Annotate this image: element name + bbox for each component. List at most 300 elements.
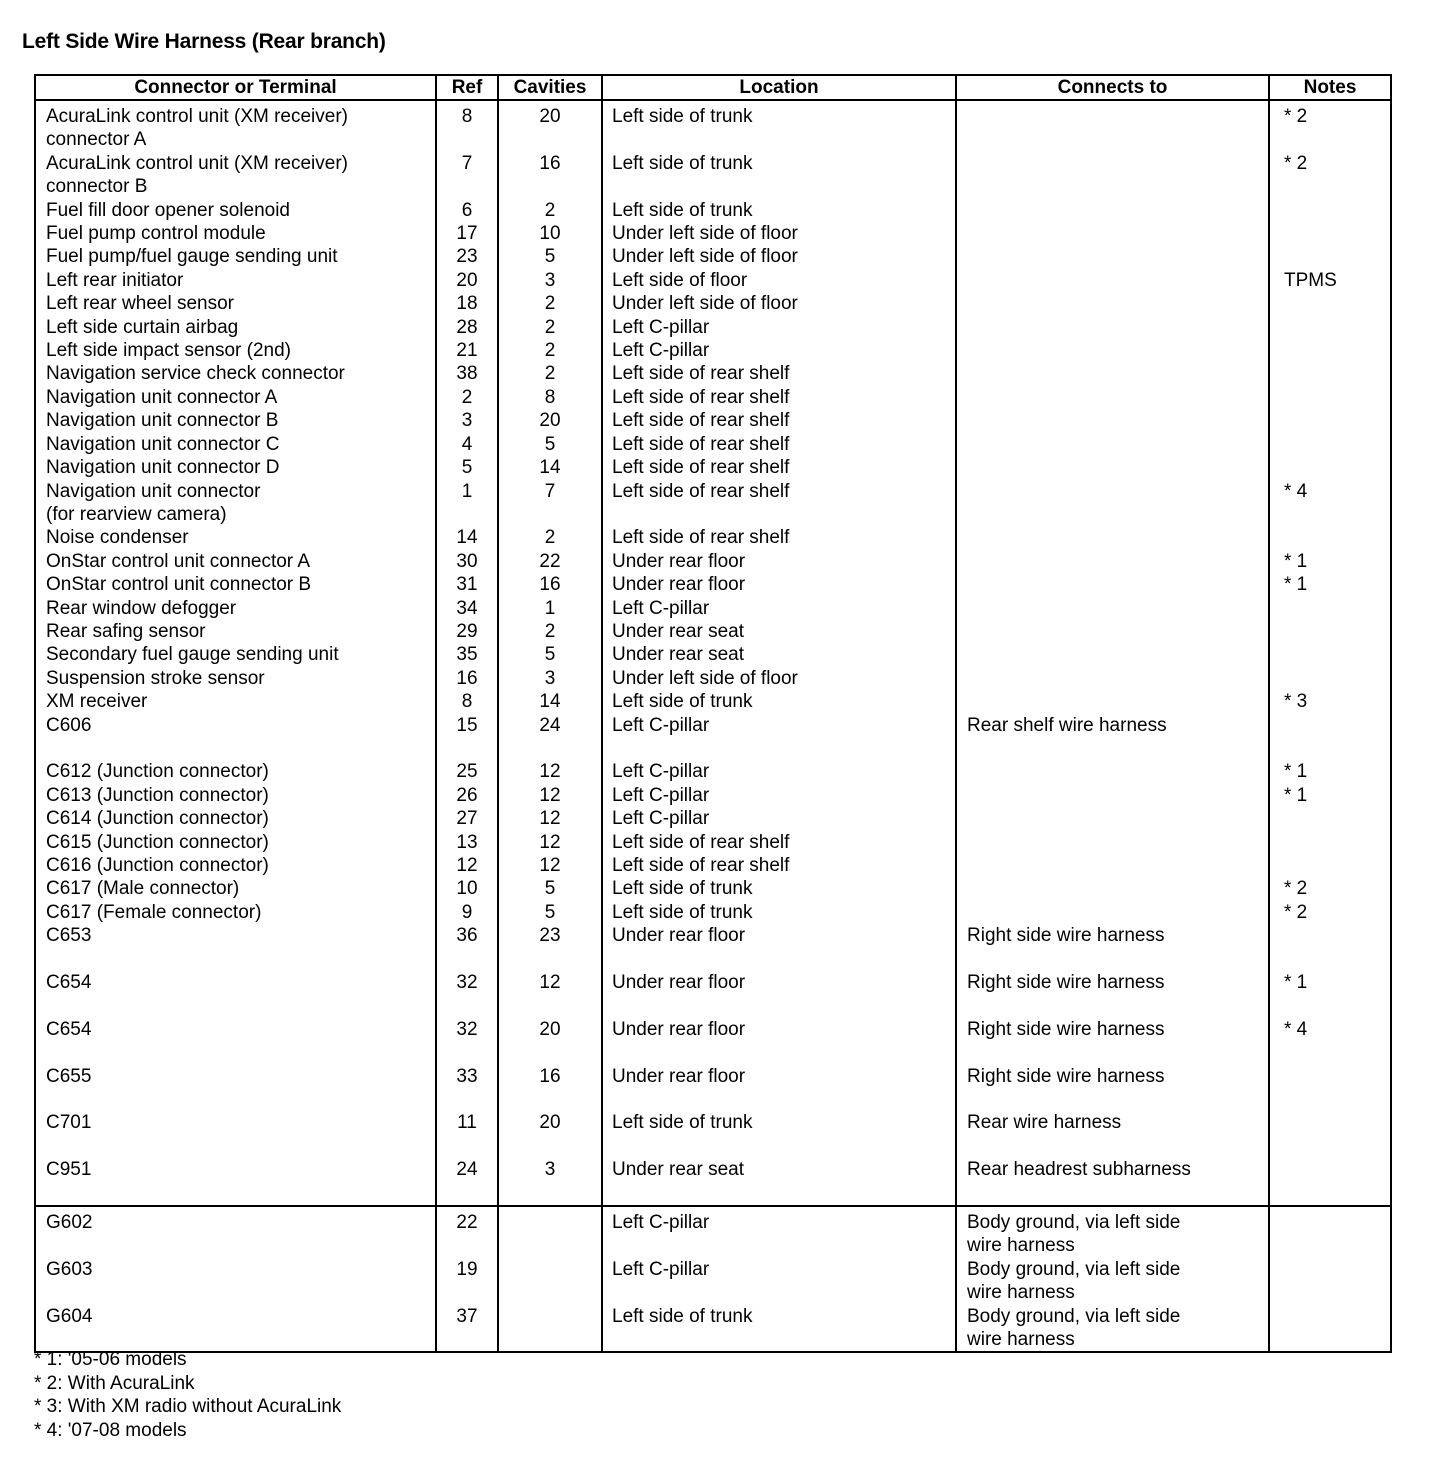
notes-cell [1269, 199, 1391, 222]
location-cell-text: Under rear floor [612, 1018, 746, 1040]
ref-cell-text: 23 [456, 246, 478, 268]
notes-cell [1269, 245, 1391, 268]
connects-to-cell [956, 316, 1269, 339]
ref-cell-text: 32 [456, 972, 478, 993]
cavities-cell [498, 573, 602, 596]
location-cell-text: Left side of trunk [612, 901, 753, 923]
ref-cell [436, 760, 498, 783]
location-cell-text: Left side of trunk [612, 1305, 753, 1327]
connector-cell-text: C616 (Junction connector) [46, 854, 269, 876]
footnote: * 2: With AcuraLink [34, 1372, 195, 1394]
location-cell-text: Under rear seat [612, 644, 745, 666]
location-cell-text: Left C-pillar [612, 761, 710, 783]
table-row [35, 1018, 1391, 1041]
ref-cell-text: 31 [456, 574, 478, 596]
table-header-row [35, 75, 1391, 100]
notes-cell-text: * 3 [1284, 691, 1308, 713]
connects-to-cell-text: Right side wire harness [967, 1018, 1165, 1040]
notes-cell [1269, 1206, 1391, 1258]
cavities-cell-text: 2 [544, 527, 556, 549]
location-cell [602, 152, 956, 199]
connects-to-cell [956, 386, 1269, 409]
cavities-cell-text: 3 [544, 1159, 556, 1181]
ref-cell [436, 245, 498, 268]
location-cell-text: Left C-pillar [612, 784, 710, 806]
location-cell-text: Left side of rear shelf [612, 363, 790, 385]
location-cell-text: Left side of trunk [612, 152, 753, 174]
connector-cell [35, 784, 436, 807]
ref-cell [436, 924, 498, 947]
connector-cell-text: connector B [46, 176, 148, 198]
spacer-cell [602, 1182, 956, 1206]
table-row [35, 1065, 1391, 1088]
spacer-row [35, 948, 1391, 971]
ref-cell [436, 386, 498, 409]
connects-to-cell [956, 877, 1269, 900]
header-notes: Notes [1269, 75, 1391, 100]
connects-to-cell [956, 971, 1269, 994]
table-row [35, 573, 1391, 596]
ref-cell [436, 901, 498, 924]
spacer-cell [956, 1041, 1269, 1064]
connector-cell [35, 643, 436, 666]
connects-to-cell-text: Body ground, via left side [967, 1305, 1181, 1327]
connector-cell-text: C654 [46, 1018, 92, 1040]
location-cell [602, 409, 956, 432]
spacer-cell [602, 1088, 956, 1111]
ref-cell-text: 14 [456, 527, 478, 549]
table-row [35, 362, 1391, 385]
table-row [35, 854, 1391, 877]
ref-cell-text: 34 [456, 597, 478, 619]
connector-cell [35, 222, 436, 245]
ref-cell [436, 292, 498, 315]
location-cell-text: Left side of rear shelf [612, 410, 790, 432]
location-cell [602, 597, 956, 620]
connects-to-cell-text: wire harness [967, 1235, 1075, 1257]
table-row [35, 100, 1391, 152]
spacer-cell [956, 737, 1269, 760]
spacer-cell [35, 994, 436, 1017]
location-cell [602, 901, 956, 924]
ref-cell-text: 16 [456, 667, 478, 689]
notes-cell [1269, 760, 1391, 783]
connector-cell [35, 316, 436, 339]
connects-to-cell [956, 1018, 1269, 1041]
ref-cell-text: 10 [456, 878, 478, 900]
notes-cell [1269, 924, 1391, 947]
cavities-cell-text: 2 [544, 199, 556, 221]
connector-cell [35, 831, 436, 854]
connects-to-cell [956, 690, 1269, 713]
spacer-cell [956, 994, 1269, 1017]
location-cell [602, 1111, 956, 1134]
cavities-cell-text: 14 [539, 691, 561, 713]
ref-cell-text: 1 [461, 480, 473, 502]
cavities-cell-text: 5 [544, 433, 556, 455]
ref-cell [436, 784, 498, 807]
ref-cell [436, 1111, 498, 1134]
cavities-cell [498, 1158, 602, 1181]
connector-cell [35, 292, 436, 315]
cavities-cell-text: 5 [544, 644, 556, 666]
connector-cell-text: Noise condenser [46, 527, 189, 549]
connector-cell-text: G603 [46, 1258, 93, 1280]
spacer-cell [436, 1088, 498, 1111]
page-title: Left Side Wire Harness (Rear branch) [22, 30, 386, 53]
connector-cell [35, 573, 436, 596]
connector-cell-text: Left rear wheel sensor [46, 293, 234, 315]
spacer-row [35, 1135, 1391, 1158]
location-cell-text: Left C-pillar [612, 1211, 710, 1233]
ref-cell-text: 33 [456, 1065, 478, 1087]
notes-cell [1269, 667, 1391, 690]
connects-to-cell-text: wire harness [967, 1329, 1075, 1351]
location-cell [602, 1206, 956, 1258]
notes-cell [1269, 784, 1391, 807]
cavities-cell [498, 409, 602, 432]
table-row [35, 1305, 1391, 1353]
spacer-cell [498, 1182, 602, 1206]
notes-cell [1269, 339, 1391, 362]
ref-cell-text: 29 [456, 620, 478, 642]
cavities-cell-text: 8 [544, 386, 556, 408]
notes-cell [1269, 292, 1391, 315]
spacer-row [35, 1041, 1391, 1064]
connects-to-cell [956, 339, 1269, 362]
ref-cell [436, 1206, 498, 1258]
spacer-cell [1269, 1135, 1391, 1158]
spacer-cell [602, 737, 956, 760]
spacer-cell [1269, 1041, 1391, 1064]
ref-cell [436, 269, 498, 292]
cavities-cell-text: 20 [539, 1112, 561, 1134]
location-cell-text: Left C-pillar [612, 340, 710, 362]
table-row [35, 316, 1391, 339]
connector-cell-text: Fuel pump/fuel gauge sending unit [46, 246, 338, 268]
connector-cell [35, 690, 436, 713]
notes-cell-text: * 2 [1284, 152, 1308, 174]
notes-cell [1269, 456, 1391, 479]
table-row [35, 550, 1391, 573]
ref-cell-text: 21 [456, 340, 478, 362]
notes-cell-text: TPMS [1284, 269, 1337, 291]
location-cell-text: Left side of rear shelf [612, 527, 790, 549]
cavities-cell [498, 222, 602, 245]
table-row [35, 269, 1391, 292]
ref-cell [436, 620, 498, 643]
notes-cell-text: * 1 [1284, 784, 1308, 806]
cavities-cell-text: 14 [539, 457, 561, 479]
connector-cell-text: C614 (Junction connector) [46, 808, 269, 830]
notes-cell [1269, 152, 1391, 199]
connects-to-cell-text: Rear headrest subharness [967, 1159, 1191, 1181]
location-cell [602, 620, 956, 643]
cavities-cell [498, 152, 602, 199]
connects-to-cell [956, 1305, 1269, 1353]
location-cell-text: Under rear seat [612, 620, 745, 642]
ref-cell-text: 19 [456, 1258, 478, 1280]
ref-cell [436, 480, 498, 527]
connects-to-cell [956, 831, 1269, 854]
ref-cell-text: 4 [461, 433, 473, 455]
ref-cell-text: 9 [461, 901, 473, 923]
notes-cell [1269, 316, 1391, 339]
table-row [35, 1111, 1391, 1134]
notes-cell-text: * 1 [1284, 550, 1308, 572]
location-cell [602, 1305, 956, 1353]
cavities-cell [498, 690, 602, 713]
connects-to-cell-text: Right side wire harness [967, 972, 1165, 993]
table-row [35, 877, 1391, 900]
location-cell [602, 433, 956, 456]
location-cell-text: Left C-pillar [612, 597, 710, 619]
notes-cell [1269, 386, 1391, 409]
ref-cell [436, 643, 498, 666]
connects-to-cell [956, 620, 1269, 643]
connector-cell-text: AcuraLink control unit (XM receiver) [46, 152, 348, 174]
table-row [35, 924, 1391, 947]
connects-to-cell [956, 901, 1269, 924]
connects-to-cell [956, 667, 1269, 690]
ref-cell-text: 30 [456, 550, 478, 572]
cavities-cell [498, 245, 602, 268]
header-cavities: Cavities [498, 75, 602, 100]
location-cell [602, 100, 956, 152]
location-cell-text: Under left side of floor [612, 667, 798, 689]
connector-cell [35, 339, 436, 362]
ref-cell [436, 100, 498, 152]
connector-cell [35, 1065, 436, 1088]
spacer-cell [35, 1088, 436, 1111]
connector-cell [35, 1018, 436, 1041]
notes-cell [1269, 269, 1391, 292]
notes-cell [1269, 901, 1391, 924]
connects-to-cell [956, 456, 1269, 479]
table-row [35, 409, 1391, 432]
ref-cell-text: 25 [456, 761, 478, 783]
spacer-cell [35, 948, 436, 971]
ref-cell [436, 152, 498, 199]
cavities-cell-text: 20 [539, 106, 561, 127]
footnotes [34, 1348, 341, 1442]
table-row [35, 971, 1391, 994]
location-cell [602, 480, 956, 527]
table-row [35, 1206, 1391, 1258]
ref-cell [436, 1158, 498, 1181]
spacer-cell [1269, 1182, 1391, 1206]
connector-cell [35, 526, 436, 549]
connector-cell-text: C951 [46, 1159, 92, 1181]
ref-cell [436, 877, 498, 900]
connector-cell [35, 1158, 436, 1181]
location-cell [602, 316, 956, 339]
location-cell-text: Left C-pillar [612, 714, 710, 736]
location-cell [602, 784, 956, 807]
ref-cell-text: 13 [456, 831, 478, 853]
connects-to-cell-text: Right side wire harness [967, 1065, 1165, 1087]
ref-cell [436, 362, 498, 385]
location-cell [602, 386, 956, 409]
notes-cell-text: * 1 [1284, 972, 1308, 993]
location-cell-text: Left side of rear shelf [612, 854, 790, 876]
ref-cell [436, 854, 498, 877]
spacer-cell [956, 1088, 1269, 1111]
location-cell [602, 199, 956, 222]
location-cell [602, 292, 956, 315]
cavities-cell-text: 2 [544, 620, 556, 642]
connector-cell [35, 245, 436, 268]
cavities-cell-text: 2 [544, 316, 556, 338]
spacer-cell [436, 948, 498, 971]
connects-to-cell [956, 573, 1269, 596]
connects-to-cell [956, 1158, 1269, 1181]
connector-cell-text: C655 [46, 1065, 92, 1087]
spacer-cell [956, 1182, 1269, 1206]
ref-cell-text: 35 [456, 644, 478, 666]
location-cell [602, 1258, 956, 1305]
notes-cell [1269, 222, 1391, 245]
ref-cell [436, 526, 498, 549]
connector-cell [35, 901, 436, 924]
cavities-cell-text: 24 [539, 714, 561, 736]
spacer-cell [436, 994, 498, 1017]
location-cell [602, 339, 956, 362]
ref-cell [436, 971, 498, 994]
table-row [35, 526, 1391, 549]
connects-to-cell [956, 362, 1269, 385]
location-cell [602, 1018, 956, 1041]
notes-cell [1269, 409, 1391, 432]
cavities-cell-text: 23 [539, 925, 561, 947]
location-cell-text: Under rear floor [612, 925, 746, 947]
location-cell [602, 1158, 956, 1181]
ref-cell-text: 17 [456, 223, 478, 245]
ref-cell-text: 8 [461, 691, 473, 713]
connector-cell [35, 760, 436, 783]
location-cell [602, 831, 956, 854]
table-row [35, 784, 1391, 807]
spacer-cell [498, 994, 602, 1017]
location-cell-text: Left side of rear shelf [612, 433, 790, 455]
ref-cell [436, 690, 498, 713]
notes-cell [1269, 1258, 1391, 1305]
ref-cell-text: 7 [461, 152, 473, 174]
ref-cell [436, 831, 498, 854]
connector-cell-text: G604 [46, 1305, 93, 1327]
connector-cell-text: Left side curtain airbag [46, 316, 239, 338]
cavities-cell [498, 760, 602, 783]
connector-cell [35, 924, 436, 947]
ref-cell [436, 1305, 498, 1353]
location-cell [602, 222, 956, 245]
connector-cell-text: Left side impact sensor (2nd) [46, 340, 292, 362]
cavities-cell [498, 362, 602, 385]
connector-cell [35, 100, 436, 152]
cavities-cell-text: 2 [544, 340, 556, 362]
connects-to-cell [956, 807, 1269, 830]
connects-to-cell [956, 152, 1269, 199]
connects-to-cell [956, 292, 1269, 315]
cavities-cell-text: 12 [539, 784, 561, 806]
footnote: * 1: '05-06 models [34, 1349, 187, 1370]
notes-cell [1269, 550, 1391, 573]
location-cell-text: Left side of trunk [612, 878, 753, 900]
connector-cell [35, 386, 436, 409]
connector-cell [35, 1258, 436, 1305]
table-row [35, 480, 1391, 527]
connects-to-cell [956, 760, 1269, 783]
notes-cell [1269, 1065, 1391, 1088]
cavities-cell [498, 292, 602, 315]
ref-cell [436, 456, 498, 479]
connector-cell-text: connector A [46, 129, 147, 151]
location-cell [602, 971, 956, 994]
location-cell-text: Left C-pillar [612, 808, 710, 830]
spacer-cell [498, 1041, 602, 1064]
table-row [35, 292, 1391, 315]
location-cell-text: Under left side of floor [612, 246, 798, 268]
ref-cell [436, 316, 498, 339]
spacer-row [35, 737, 1391, 760]
connector-cell [35, 1111, 436, 1134]
notes-cell [1269, 620, 1391, 643]
connector-cell [35, 152, 436, 199]
location-cell-text: Left side of floor [612, 269, 748, 291]
table-row [35, 456, 1391, 479]
notes-cell [1269, 362, 1391, 385]
cavities-cell [498, 714, 602, 737]
cavities-cell-text: 5 [544, 901, 556, 923]
footnote: * 4: '07-08 models [34, 1419, 187, 1441]
connector-cell-text: Fuel pump control module [46, 223, 266, 245]
connector-cell [35, 667, 436, 690]
cavities-cell [498, 784, 602, 807]
spacer-cell [602, 948, 956, 971]
location-cell-text: Left side of trunk [612, 1112, 753, 1134]
ref-cell-text: 12 [456, 854, 478, 876]
cavities-cell [498, 100, 602, 152]
cavities-cell-text: 16 [539, 574, 561, 596]
connector-cell-text: Navigation unit connector D [46, 457, 280, 479]
connector-cell [35, 1206, 436, 1258]
location-cell [602, 714, 956, 737]
connects-to-cell-text: Body ground, via left side [967, 1258, 1181, 1280]
connector-cell-text: C612 (Junction connector) [46, 761, 269, 783]
cavities-cell [498, 433, 602, 456]
harness-table [34, 74, 1392, 1353]
spacer-cell [956, 1135, 1269, 1158]
connects-to-cell-text: Body ground, via left side [967, 1211, 1181, 1233]
ref-cell-text: 37 [456, 1305, 478, 1327]
location-cell-text: Left side of trunk [612, 199, 753, 221]
cavities-cell [498, 1258, 602, 1305]
ref-cell-text: 20 [456, 269, 478, 291]
connector-cell-text: C617 (Female connector) [46, 901, 262, 923]
spacer-cell [602, 1041, 956, 1064]
table-row [35, 690, 1391, 713]
cavities-cell [498, 1305, 602, 1353]
connector-cell [35, 877, 436, 900]
connector-cell [35, 620, 436, 643]
ref-cell [436, 1018, 498, 1041]
connector-cell-text: Navigation unit connector A [46, 386, 278, 408]
spacer-cell [35, 1182, 436, 1206]
notes-cell-text: * 2 [1284, 878, 1308, 900]
cavities-cell [498, 456, 602, 479]
spacer-cell [436, 737, 498, 760]
connector-cell-text: Navigation unit connector [46, 480, 261, 502]
